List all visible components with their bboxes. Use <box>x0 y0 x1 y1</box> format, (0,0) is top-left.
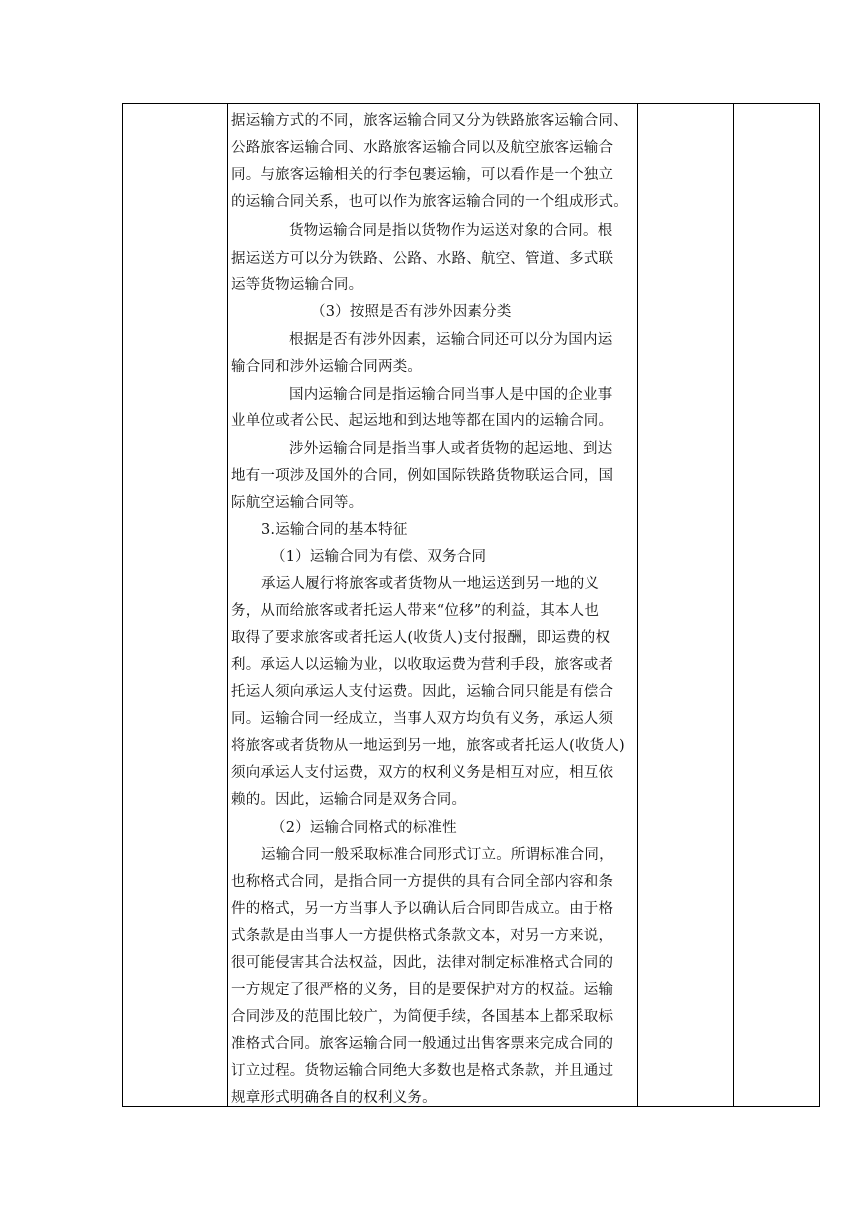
text-line: 公路旅客运输合同、水路旅客运输合同以及航空旅客运输合 <box>231 140 614 156</box>
text-line: 式条款是由当事人一方提供格式条款文本，对另一方来说， <box>231 928 614 944</box>
text-line: 也称格式合同，是指合同一方提供的具有合同全部内容和条 <box>231 874 614 890</box>
text-line: 的运输合同关系，也可以作为旅客运输合同的一个组成形式。 <box>231 194 628 210</box>
text-line: 订立过程。货物运输合同绝大多数也是格式条款，并且通过 <box>231 1063 614 1079</box>
text-line: 根据是否有涉外因素，运输合同还可以分为国内运 <box>289 332 613 348</box>
text-line: 据运输方式的不同，旅客运输合同又分为铁路旅客运输合同、 <box>231 113 628 129</box>
text-line: 务，从而给旅客或者托运人带来“位移”的利益，其本人也 <box>231 603 600 619</box>
text-line: 涉外运输合同是指当事人或者货物的起运地、到达 <box>289 441 613 457</box>
text-line: 运输合同一般采取标准合同形式订立。所谓标准合同， <box>261 847 614 863</box>
text-line: 际航空运输合同等。 <box>231 495 364 511</box>
table-main-cell <box>227 103 637 1107</box>
text-line: 同。运输合同一经成立，当事人双方均负有义务，承运人须 <box>231 711 614 727</box>
subheading: （3）按照是否有涉外因素分类 <box>311 304 512 320</box>
text-line: 同。与旅客运输相关的行李包裹运输，可以看作是一个独立 <box>231 167 614 183</box>
text-line: 件的格式，另一方当事人予以确认后合同即告成立。由于格 <box>231 901 614 917</box>
text-line: 利。承运人以运输为业，以收取运费为营利手段，旅客或者 <box>231 657 614 673</box>
text-line: 国内运输合同是指运输合同当事人是中国的企业事 <box>289 387 613 403</box>
text-line: 一方规定了很严格的义务，目的是要保护对方的权益。运输 <box>231 982 614 998</box>
text-line: 规章形式明确各自的权利义务。 <box>231 1090 437 1106</box>
text-line: 将旅客或者货物从一地运到另一地，旅客或者托运人(收货人) <box>231 738 625 754</box>
text-line: 须向承运人支付运费，双方的权利义务是相互对应，相互依 <box>231 765 614 781</box>
text-line: 很可能侵害其合法权益，因此，法律对制定标准格式合同的 <box>231 955 614 971</box>
text-line: 输合同和涉外运输合同两类。 <box>231 359 423 375</box>
text-line: 承运人履行将旅客或者货物从一地运送到另一地的义 <box>261 576 600 592</box>
text-line: 合同涉及的范围比较广，为简便手续，各国基本上都采取标 <box>231 1009 614 1025</box>
text-line: 地有一项涉及国外的合同，例如国际铁路货物联运合同，国 <box>231 468 614 484</box>
text-line: 托运人须向承运人支付运费。因此，运输合同只能是有偿合 <box>231 684 614 700</box>
text-line: 据运送方可以分为铁路、公路、水路、航空、管道、多式联 <box>231 251 614 267</box>
subheading: （2）运输合同格式的标准性 <box>271 820 457 836</box>
subheading: （1）运输合同为有偿、双务合同 <box>271 549 487 565</box>
text-line: 取得了要求旅客或者托运人(收货人)支付报酬，即运费的权 <box>231 630 611 646</box>
column-divider <box>733 104 734 1106</box>
text-line: 货物运输合同是指以货物作为运送对象的合同。根 <box>289 223 613 239</box>
section-heading: 3.运输合同的基本特征 <box>261 522 408 538</box>
text-line: 赖的。因此，运输合同是双务合同。 <box>231 792 467 808</box>
text-line: 业单位或者公民、起运地和到达地等都在国内的运输合同。 <box>231 413 614 429</box>
text-line: 运等货物运输合同。 <box>231 277 364 293</box>
text-line: 准格式合同。旅客运输合同一般通过出售客票来完成合同的 <box>231 1036 614 1052</box>
column-divider <box>637 104 638 1106</box>
